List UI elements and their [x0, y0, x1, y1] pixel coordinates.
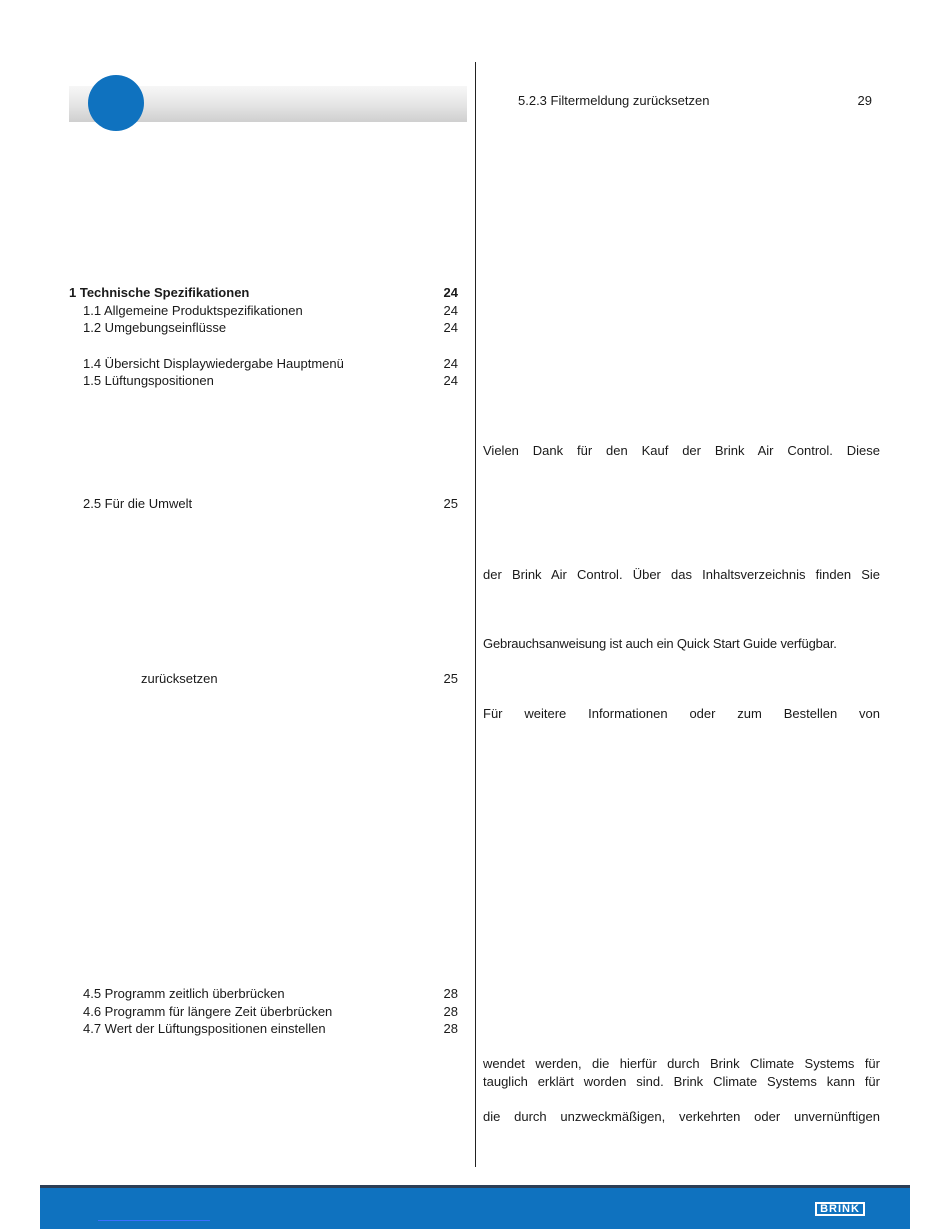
footer-link[interactable] — [98, 1220, 210, 1221]
toc-page: 28 — [443, 1021, 458, 1036]
body-text-line: Gebrauchsanweisung ist auch ein Quick Start Guide verfügbar. — [483, 636, 837, 651]
toc-title: 1.4 Übersicht Displaywiedergabe Hauptmenü — [83, 356, 344, 371]
toc-title: 1.2 Umgebungseinflüsse — [83, 320, 227, 335]
toc-page: 28 — [443, 1004, 458, 1019]
body-text-line: wendet werden, die hierfür durch Brink Climate Systems für — [483, 1056, 880, 1071]
toc-entry[interactable] — [69, 355, 458, 372]
toc-title: 4.5 Programm zeitlich überbrücken — [83, 986, 285, 1001]
body-text-line: der Brink Air Control. Über das Inhaltsverzeichnis finden Sie — [483, 567, 880, 582]
toc-page: 29 — [857, 93, 872, 108]
body-text-line: die durch unzweckmäßigen, verkehrten oder unvernünftigen — [483, 1109, 880, 1124]
toc-entry[interactable] — [69, 1003, 458, 1020]
toc-entry[interactable] — [69, 670, 458, 687]
toc-entry[interactable] — [69, 985, 458, 1002]
toc-page: 24 — [443, 303, 458, 318]
toc-entry[interactable] — [69, 302, 458, 319]
chapter-marker-circle — [88, 75, 144, 131]
column-divider — [475, 62, 476, 1167]
toc-title: 4.6 Programm für längere Zeit überbrücken — [83, 1004, 333, 1019]
toc-title: 1.1 Allgemeine Produktspezifikationen — [83, 303, 303, 318]
toc-entry[interactable] — [518, 92, 872, 109]
toc-title: 4.7 Wert der Lüftungspositionen einstellen — [83, 1021, 326, 1036]
brink-logo: BRINK — [815, 1202, 865, 1216]
toc-page: 24 — [443, 356, 458, 371]
toc-entry[interactable] — [69, 1020, 458, 1037]
toc-entry[interactable] — [69, 319, 458, 336]
body-text-line: Für weitere Informationen oder zum Bestellen von — [483, 706, 880, 721]
toc-title: 2.5 Für die Umwelt — [83, 496, 193, 511]
toc-title: 1.5 Lüftungspositionen — [83, 373, 214, 388]
toc-page: 24 — [443, 320, 458, 335]
toc-title: zurücksetzen — [141, 671, 218, 686]
toc-page: 28 — [443, 986, 458, 1001]
footer-bar — [40, 1185, 910, 1229]
toc-entry[interactable] — [69, 372, 458, 389]
toc-page: 24 — [443, 373, 458, 388]
toc-entry[interactable] — [69, 284, 458, 301]
toc-entry[interactable] — [69, 495, 458, 512]
body-text-line: tauglich erklärt worden sind. Brink Climate Systems kann für — [483, 1074, 880, 1089]
toc-title: 5.2.3 Filtermeldung zurücksetzen — [518, 93, 710, 108]
body-text-line: Vielen Dank für den Kauf der Brink Air Control. Diese — [483, 443, 880, 458]
toc-page: 25 — [443, 496, 458, 511]
toc-title: 1 Technische Spezifikationen — [69, 285, 250, 300]
toc-page: 25 — [443, 671, 458, 686]
toc-page: 24 — [443, 285, 458, 300]
